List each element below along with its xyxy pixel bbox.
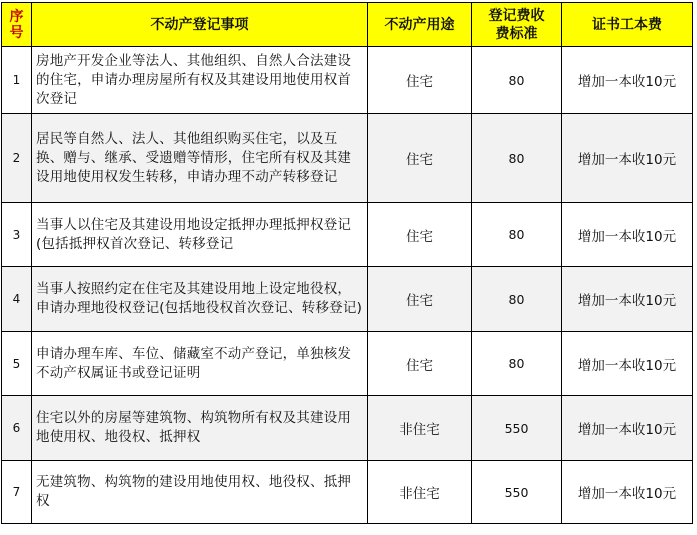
row-item: 无建筑物、构筑物的建设用地使用权、地役权、抵押权 xyxy=(32,461,368,524)
row-use: 住宅 xyxy=(368,114,472,203)
row-cert-fee: 增加一本收10元 xyxy=(562,461,693,524)
table-row xyxy=(2,332,693,396)
row-fee: 80 xyxy=(472,203,562,267)
header-fee-line1: 登记费收 xyxy=(488,7,545,24)
table-row xyxy=(2,114,693,203)
row-index: 2 xyxy=(2,114,32,203)
row-use: 非住宅 xyxy=(368,396,472,461)
header-index-line2: 号 xyxy=(9,24,24,41)
row-index: 5 xyxy=(2,332,32,396)
header-fee-line2: 费标准 xyxy=(495,25,538,42)
row-item: 居民等自然人、法人、其他组织购买住宅，以及互换、赠与、继承、受遗赠等情形，住宅所有权及其建设用地使用权发生转移，申请办理不动产转移登记 xyxy=(32,114,368,203)
row-cert-fee: 增加一本收10元 xyxy=(562,396,693,461)
row-index: 4 xyxy=(2,267,32,332)
table-row xyxy=(2,47,693,114)
row-index: 6 xyxy=(2,396,32,461)
header-row xyxy=(2,3,693,47)
row-item: 申请办理车库、车位、储藏室不动产登记，单独核发不动产权属证书或登记证明 xyxy=(32,332,368,396)
row-index: 3 xyxy=(2,203,32,267)
row-item: 当事人按照约定在住宅及其建设用地上设定地役权，申请办理地役权登记(包括地役权首次登记、转移登记) xyxy=(32,267,368,332)
header-item: 不动产登记事项 xyxy=(32,3,368,47)
header-index-line1: 序 xyxy=(9,8,24,25)
row-use: 住宅 xyxy=(368,332,472,396)
row-item: 住宅以外的房屋等建筑物、构筑物所有权及其建设用地使用权、地役权、抵押权 xyxy=(32,396,368,461)
row-fee: 80 xyxy=(472,332,562,396)
row-use: 住宅 xyxy=(368,47,472,114)
row-cert-fee: 增加一本收10元 xyxy=(562,114,693,203)
table-row xyxy=(2,396,693,461)
table-row xyxy=(2,267,693,332)
registration-fee-table xyxy=(1,2,693,524)
row-index: 7 xyxy=(2,461,32,524)
row-item: 当事人以住宅及其建设用地设定抵押办理抵押权登记(包括抵押权首次登记、转移登记 xyxy=(32,203,368,267)
row-cert-fee: 增加一本收10元 xyxy=(562,267,693,332)
row-fee: 80 xyxy=(472,47,562,114)
row-use: 非住宅 xyxy=(368,461,472,524)
row-index: 1 xyxy=(2,47,32,114)
header-use: 不动产用途 xyxy=(368,3,472,47)
row-use: 住宅 xyxy=(368,203,472,267)
header-index xyxy=(2,3,32,47)
row-fee: 80 xyxy=(472,114,562,203)
header-fee xyxy=(472,3,562,47)
row-cert-fee: 增加一本收10元 xyxy=(562,203,693,267)
row-cert-fee: 增加一本收10元 xyxy=(562,47,693,114)
header-cert-fee: 证书工本费 xyxy=(562,3,693,47)
row-cert-fee: 增加一本收10元 xyxy=(562,332,693,396)
row-item: 房地产开发企业等法人、其他组织、自然人合法建设的住宅，申请办理房屋所有权及其建设用地使用权首次登记 xyxy=(32,47,368,114)
table-row xyxy=(2,461,693,524)
row-fee: 80 xyxy=(472,267,562,332)
row-fee: 550 xyxy=(472,461,562,524)
row-use: 住宅 xyxy=(368,267,472,332)
table-row xyxy=(2,203,693,267)
row-fee: 550 xyxy=(472,396,562,461)
